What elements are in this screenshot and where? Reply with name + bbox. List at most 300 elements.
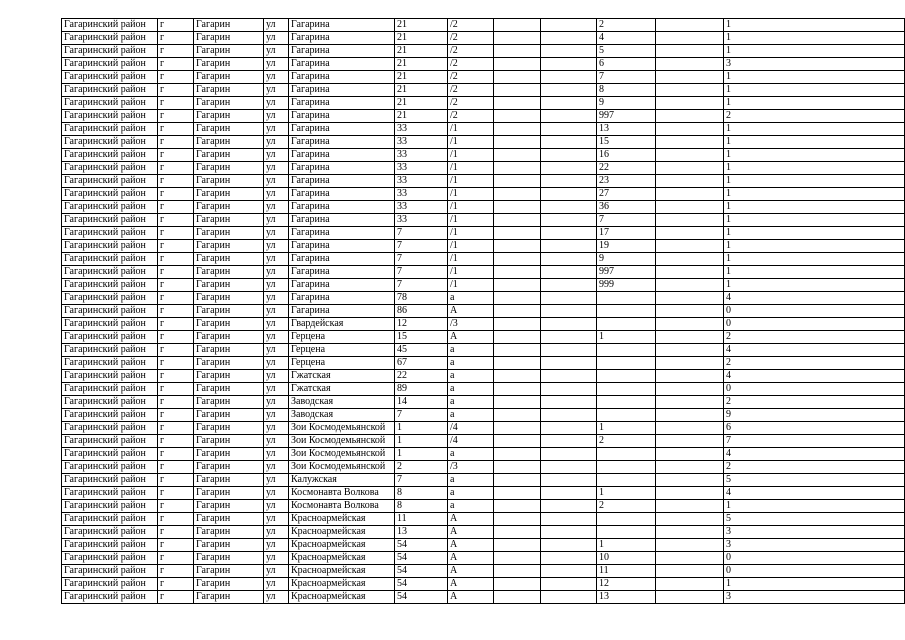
cell-count: 1 xyxy=(724,578,905,591)
cell-building-suffix: /1 xyxy=(448,266,494,279)
cell-street-type: ул xyxy=(264,214,289,227)
cell-street: Гагарина xyxy=(289,58,395,71)
cell-district: Гагаринский район xyxy=(62,474,158,487)
cell-district: Гагаринский район xyxy=(62,448,158,461)
cell-locality: Гагарин xyxy=(194,19,264,32)
cell-street: Гагарина xyxy=(289,84,395,97)
cell-street-type: ул xyxy=(264,136,289,149)
cell-count: 1 xyxy=(724,175,905,188)
cell-street: Гагарина xyxy=(289,149,395,162)
cell-district: Гагаринский район xyxy=(62,175,158,188)
cell-col-11 xyxy=(656,357,724,370)
cell-col-11 xyxy=(656,32,724,45)
cell-col-11 xyxy=(656,136,724,149)
cell-house-number: 54 xyxy=(395,552,448,565)
cell-locality: Гагарин xyxy=(194,175,264,188)
cell-district: Гагаринский район xyxy=(62,279,158,292)
cell-count: 2 xyxy=(724,331,905,344)
cell-apartment-number: 16 xyxy=(597,149,656,162)
address-table xyxy=(61,18,905,604)
cell-building-suffix: /1 xyxy=(448,279,494,292)
cell-col-8 xyxy=(494,500,541,513)
cell-house-number: 8 xyxy=(395,500,448,513)
cell-locality-type: г xyxy=(158,331,194,344)
table-row xyxy=(62,331,905,344)
cell-col-8 xyxy=(494,422,541,435)
cell-col-9 xyxy=(541,240,597,253)
cell-locality: Гагарин xyxy=(194,435,264,448)
cell-locality: Гагарин xyxy=(194,110,264,123)
cell-district: Гагаринский район xyxy=(62,188,158,201)
cell-locality: Гагарин xyxy=(194,201,264,214)
cell-house-number: 2 xyxy=(395,461,448,474)
cell-street-type: ул xyxy=(264,292,289,305)
cell-district: Гагаринский район xyxy=(62,487,158,500)
table-row xyxy=(62,305,905,318)
cell-col-11 xyxy=(656,435,724,448)
cell-apartment-number: 5 xyxy=(597,45,656,58)
cell-col-11 xyxy=(656,253,724,266)
cell-street: Заводская xyxy=(289,396,395,409)
cell-col-11 xyxy=(656,266,724,279)
cell-house-number: 21 xyxy=(395,97,448,110)
cell-building-suffix: /2 xyxy=(448,45,494,58)
cell-district: Гагаринский район xyxy=(62,500,158,513)
cell-count: 2 xyxy=(724,110,905,123)
cell-col-9 xyxy=(541,149,597,162)
cell-locality: Гагарин xyxy=(194,526,264,539)
cell-col-11 xyxy=(656,110,724,123)
cell-apartment-number: 2 xyxy=(597,435,656,448)
cell-col-11 xyxy=(656,240,724,253)
cell-locality-type: г xyxy=(158,318,194,331)
cell-locality: Гагарин xyxy=(194,422,264,435)
cell-apartment-number: 1 xyxy=(597,487,656,500)
cell-building-suffix: а xyxy=(448,344,494,357)
cell-building-suffix: /2 xyxy=(448,110,494,123)
cell-street: Красноармейская xyxy=(289,539,395,552)
cell-building-suffix: А xyxy=(448,591,494,604)
cell-apartment-number: 997 xyxy=(597,110,656,123)
cell-locality-type: г xyxy=(158,84,194,97)
table-row xyxy=(62,266,905,279)
cell-house-number: 45 xyxy=(395,344,448,357)
cell-locality: Гагарин xyxy=(194,487,264,500)
cell-locality: Гагарин xyxy=(194,214,264,227)
cell-apartment-number xyxy=(597,383,656,396)
cell-col-9 xyxy=(541,565,597,578)
cell-street-type: ул xyxy=(264,19,289,32)
cell-building-suffix: /1 xyxy=(448,188,494,201)
cell-col-11 xyxy=(656,578,724,591)
cell-col-8 xyxy=(494,45,541,58)
cell-locality: Гагарин xyxy=(194,227,264,240)
cell-col-9 xyxy=(541,487,597,500)
cell-district: Гагаринский район xyxy=(62,552,158,565)
table-row xyxy=(62,58,905,71)
cell-col-11 xyxy=(656,84,724,97)
cell-district: Гагаринский район xyxy=(62,331,158,344)
cell-col-8 xyxy=(494,435,541,448)
cell-locality: Гагарин xyxy=(194,292,264,305)
cell-street-type: ул xyxy=(264,435,289,448)
cell-col-9 xyxy=(541,539,597,552)
cell-house-number: 7 xyxy=(395,474,448,487)
cell-street-type: ул xyxy=(264,253,289,266)
cell-count: 1 xyxy=(724,162,905,175)
cell-count: 0 xyxy=(724,383,905,396)
cell-building-suffix: А xyxy=(448,552,494,565)
cell-house-number: 7 xyxy=(395,409,448,422)
cell-district: Гагаринский район xyxy=(62,201,158,214)
cell-col-8 xyxy=(494,19,541,32)
cell-col-8 xyxy=(494,279,541,292)
cell-district: Гагаринский район xyxy=(62,162,158,175)
cell-locality: Гагарин xyxy=(194,136,264,149)
cell-locality: Гагарин xyxy=(194,370,264,383)
table-row xyxy=(62,253,905,266)
cell-house-number: 15 xyxy=(395,331,448,344)
cell-street-type: ул xyxy=(264,58,289,71)
cell-street-type: ул xyxy=(264,448,289,461)
cell-col-11 xyxy=(656,539,724,552)
cell-col-9 xyxy=(541,591,597,604)
cell-district: Гагаринский район xyxy=(62,227,158,240)
cell-street: Красноармейская xyxy=(289,565,395,578)
cell-district: Гагаринский район xyxy=(62,539,158,552)
cell-count: 2 xyxy=(724,396,905,409)
cell-locality-type: г xyxy=(158,71,194,84)
cell-apartment-number xyxy=(597,526,656,539)
cell-street: Красноармейская xyxy=(289,552,395,565)
cell-count: 1 xyxy=(724,279,905,292)
cell-district: Гагаринский район xyxy=(62,435,158,448)
cell-apartment-number: 9 xyxy=(597,97,656,110)
cell-locality-type: г xyxy=(158,136,194,149)
cell-col-11 xyxy=(656,526,724,539)
table-row xyxy=(62,370,905,383)
cell-count: 2 xyxy=(724,461,905,474)
cell-street-type: ул xyxy=(264,500,289,513)
cell-locality-type: г xyxy=(158,110,194,123)
cell-col-11 xyxy=(656,422,724,435)
cell-locality-type: г xyxy=(158,162,194,175)
cell-building-suffix: /1 xyxy=(448,175,494,188)
cell-street-type: ул xyxy=(264,97,289,110)
cell-col-11 xyxy=(656,97,724,110)
table-row xyxy=(62,487,905,500)
cell-col-9 xyxy=(541,32,597,45)
cell-street: Гагарина xyxy=(289,97,395,110)
cell-locality: Гагарин xyxy=(194,253,264,266)
cell-count: 3 xyxy=(724,526,905,539)
cell-apartment-number: 10 xyxy=(597,552,656,565)
cell-col-9 xyxy=(541,97,597,110)
cell-street: Калужская xyxy=(289,474,395,487)
cell-building-suffix: а xyxy=(448,500,494,513)
cell-district: Гагаринский район xyxy=(62,396,158,409)
cell-locality-type: г xyxy=(158,292,194,305)
table-row xyxy=(62,201,905,214)
table-row xyxy=(62,383,905,396)
cell-street-type: ул xyxy=(264,357,289,370)
cell-col-9 xyxy=(541,461,597,474)
cell-street-type: ул xyxy=(264,370,289,383)
cell-district: Гагаринский район xyxy=(62,136,158,149)
cell-street-type: ул xyxy=(264,578,289,591)
cell-col-8 xyxy=(494,526,541,539)
cell-count: 4 xyxy=(724,370,905,383)
cell-col-11 xyxy=(656,461,724,474)
cell-apartment-number xyxy=(597,344,656,357)
cell-count: 4 xyxy=(724,344,905,357)
cell-col-8 xyxy=(494,58,541,71)
table-row xyxy=(62,591,905,604)
cell-street: Гагарина xyxy=(289,110,395,123)
cell-col-9 xyxy=(541,162,597,175)
cell-col-8 xyxy=(494,123,541,136)
cell-street-type: ул xyxy=(264,32,289,45)
cell-building-suffix: а xyxy=(448,292,494,305)
cell-count: 1 xyxy=(724,500,905,513)
cell-locality: Гагарин xyxy=(194,188,264,201)
cell-col-8 xyxy=(494,461,541,474)
cell-locality: Гагарин xyxy=(194,383,264,396)
cell-street: Гагарина xyxy=(289,253,395,266)
cell-locality-type: г xyxy=(158,175,194,188)
cell-district: Гагаринский район xyxy=(62,357,158,370)
cell-street-type: ул xyxy=(264,461,289,474)
cell-district: Гагаринский район xyxy=(62,344,158,357)
cell-street-type: ул xyxy=(264,162,289,175)
table-row xyxy=(62,396,905,409)
cell-apartment-number xyxy=(597,409,656,422)
cell-locality-type: г xyxy=(158,188,194,201)
cell-col-11 xyxy=(656,344,724,357)
table-row xyxy=(62,435,905,448)
cell-col-8 xyxy=(494,84,541,97)
cell-locality-type: г xyxy=(158,552,194,565)
cell-count: 1 xyxy=(724,45,905,58)
cell-street-type: ул xyxy=(264,84,289,97)
cell-col-8 xyxy=(494,266,541,279)
table-row xyxy=(62,578,905,591)
cell-locality-type: г xyxy=(158,240,194,253)
cell-col-11 xyxy=(656,318,724,331)
cell-district: Гагаринский район xyxy=(62,565,158,578)
cell-street: Гагарина xyxy=(289,214,395,227)
cell-house-number: 33 xyxy=(395,149,448,162)
cell-street-type: ул xyxy=(264,539,289,552)
cell-house-number: 7 xyxy=(395,279,448,292)
cell-street: Гагарина xyxy=(289,71,395,84)
cell-locality: Гагарин xyxy=(194,71,264,84)
cell-col-11 xyxy=(656,448,724,461)
cell-col-8 xyxy=(494,578,541,591)
cell-district: Гагаринский район xyxy=(62,409,158,422)
cell-locality-type: г xyxy=(158,357,194,370)
cell-building-suffix: /2 xyxy=(448,58,494,71)
cell-apartment-number xyxy=(597,513,656,526)
cell-district: Гагаринский район xyxy=(62,123,158,136)
cell-count: 4 xyxy=(724,448,905,461)
cell-col-8 xyxy=(494,370,541,383)
cell-apartment-number: 7 xyxy=(597,71,656,84)
table-row xyxy=(62,136,905,149)
cell-locality-type: г xyxy=(158,539,194,552)
table-row xyxy=(62,45,905,58)
cell-locality-type: г xyxy=(158,487,194,500)
cell-col-8 xyxy=(494,331,541,344)
cell-locality-type: г xyxy=(158,123,194,136)
cell-locality: Гагарин xyxy=(194,32,264,45)
table-row xyxy=(62,188,905,201)
cell-street: Герцена xyxy=(289,331,395,344)
cell-street: Гагарина xyxy=(289,45,395,58)
cell-apartment-number: 1 xyxy=(597,422,656,435)
cell-house-number: 21 xyxy=(395,110,448,123)
cell-street-type: ул xyxy=(264,279,289,292)
cell-col-9 xyxy=(541,513,597,526)
cell-col-8 xyxy=(494,188,541,201)
cell-locality: Гагарин xyxy=(194,305,264,318)
cell-col-8 xyxy=(494,136,541,149)
cell-house-number: 54 xyxy=(395,591,448,604)
cell-col-8 xyxy=(494,110,541,123)
table-row xyxy=(62,539,905,552)
cell-col-9 xyxy=(541,136,597,149)
cell-building-suffix: /4 xyxy=(448,422,494,435)
table-row xyxy=(62,448,905,461)
cell-col-11 xyxy=(656,201,724,214)
cell-house-number: 1 xyxy=(395,448,448,461)
cell-locality-type: г xyxy=(158,344,194,357)
cell-street: Красноармейская xyxy=(289,526,395,539)
cell-col-9 xyxy=(541,448,597,461)
cell-col-9 xyxy=(541,305,597,318)
cell-apartment-number xyxy=(597,318,656,331)
cell-locality: Гагарин xyxy=(194,461,264,474)
cell-apartment-number xyxy=(597,305,656,318)
cell-col-11 xyxy=(656,279,724,292)
cell-count: 1 xyxy=(724,188,905,201)
cell-col-9 xyxy=(541,370,597,383)
cell-locality-type: г xyxy=(158,19,194,32)
cell-col-9 xyxy=(541,175,597,188)
cell-locality: Гагарин xyxy=(194,474,264,487)
cell-col-8 xyxy=(494,149,541,162)
cell-count: 3 xyxy=(724,539,905,552)
cell-district: Гагаринский район xyxy=(62,149,158,162)
cell-col-11 xyxy=(656,149,724,162)
cell-apartment-number: 17 xyxy=(597,227,656,240)
cell-col-9 xyxy=(541,357,597,370)
cell-house-number: 67 xyxy=(395,357,448,370)
cell-locality-type: г xyxy=(158,370,194,383)
cell-locality: Гагарин xyxy=(194,409,264,422)
cell-col-11 xyxy=(656,487,724,500)
cell-street-type: ул xyxy=(264,422,289,435)
cell-building-suffix: /4 xyxy=(448,435,494,448)
cell-col-8 xyxy=(494,396,541,409)
cell-locality: Гагарин xyxy=(194,344,264,357)
cell-col-9 xyxy=(541,19,597,32)
cell-street-type: ул xyxy=(264,123,289,136)
cell-street: Гагарина xyxy=(289,175,395,188)
cell-col-8 xyxy=(494,97,541,110)
cell-building-suffix: а xyxy=(448,409,494,422)
cell-count: 1 xyxy=(724,19,905,32)
cell-locality: Гагарин xyxy=(194,240,264,253)
cell-building-suffix: А xyxy=(448,539,494,552)
cell-col-11 xyxy=(656,331,724,344)
table-row xyxy=(62,227,905,240)
cell-building-suffix: /2 xyxy=(448,19,494,32)
cell-locality-type: г xyxy=(158,409,194,422)
cell-apartment-number: 36 xyxy=(597,201,656,214)
cell-count: 1 xyxy=(724,32,905,45)
cell-locality: Гагарин xyxy=(194,513,264,526)
table-row xyxy=(62,162,905,175)
cell-col-11 xyxy=(656,71,724,84)
cell-building-suffix: /3 xyxy=(448,461,494,474)
cell-col-9 xyxy=(541,396,597,409)
cell-apartment-number: 4 xyxy=(597,32,656,45)
table-row xyxy=(62,292,905,305)
cell-col-9 xyxy=(541,266,597,279)
cell-building-suffix: а xyxy=(448,370,494,383)
cell-locality-type: г xyxy=(158,253,194,266)
cell-apartment-number: 13 xyxy=(597,591,656,604)
cell-locality: Гагарин xyxy=(194,591,264,604)
cell-apartment-number xyxy=(597,370,656,383)
cell-apartment-number: 1 xyxy=(597,539,656,552)
cell-col-9 xyxy=(541,84,597,97)
cell-col-8 xyxy=(494,539,541,552)
cell-col-9 xyxy=(541,500,597,513)
cell-count: 1 xyxy=(724,214,905,227)
cell-apartment-number xyxy=(597,461,656,474)
cell-col-9 xyxy=(541,474,597,487)
cell-col-8 xyxy=(494,552,541,565)
cell-street: Заводская xyxy=(289,409,395,422)
cell-street: Гагарина xyxy=(289,279,395,292)
cell-col-8 xyxy=(494,214,541,227)
table-row xyxy=(62,526,905,539)
cell-count: 1 xyxy=(724,227,905,240)
cell-locality-type: г xyxy=(158,32,194,45)
cell-apartment-number: 15 xyxy=(597,136,656,149)
cell-apartment-number xyxy=(597,292,656,305)
cell-col-9 xyxy=(541,578,597,591)
cell-col-8 xyxy=(494,175,541,188)
cell-count: 6 xyxy=(724,422,905,435)
cell-locality-type: г xyxy=(158,396,194,409)
cell-col-8 xyxy=(494,292,541,305)
cell-col-11 xyxy=(656,565,724,578)
cell-street-type: ул xyxy=(264,175,289,188)
cell-count: 0 xyxy=(724,318,905,331)
cell-district: Гагаринский район xyxy=(62,292,158,305)
cell-apartment-number: 13 xyxy=(597,123,656,136)
cell-building-suffix: /1 xyxy=(448,253,494,266)
cell-district: Гагаринский район xyxy=(62,19,158,32)
cell-col-11 xyxy=(656,58,724,71)
table-row xyxy=(62,84,905,97)
cell-street-type: ул xyxy=(264,188,289,201)
cell-col-9 xyxy=(541,214,597,227)
cell-col-11 xyxy=(656,19,724,32)
